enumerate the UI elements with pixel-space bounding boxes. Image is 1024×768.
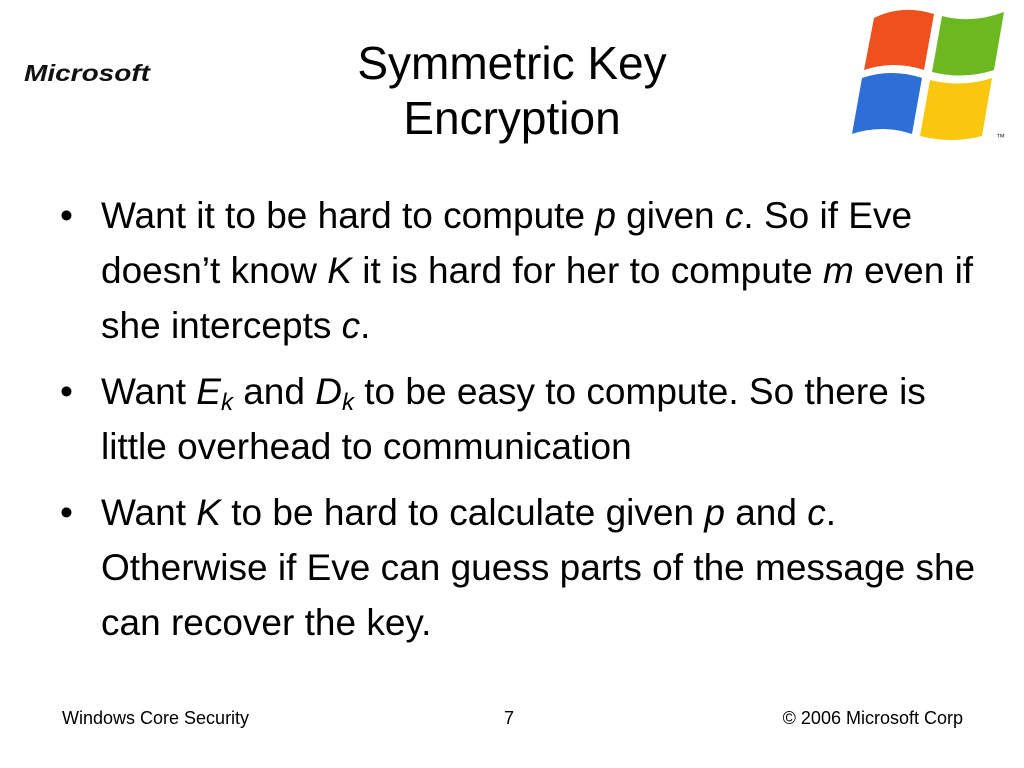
footer-page-number: 7 xyxy=(504,708,515,728)
bullet-text-1: Want it to be hard to compute p given c. So if Eve doesn’t know K it is hard for her to compute m even if she intercepts c. xyxy=(101,195,974,346)
footer-copyright: © 2006 Microsoft Corp xyxy=(782,708,963,728)
microsoft-logo xyxy=(22,58,158,88)
windows-logo-red-pane xyxy=(864,10,934,70)
windows-logo-blue-pane xyxy=(852,73,922,134)
footer-course-title: Windows Core Security xyxy=(62,708,250,728)
trademark-symbol: ™ xyxy=(996,132,1005,142)
slide-title xyxy=(262,36,762,146)
microsoft-logo-text: Microsoft xyxy=(24,60,152,86)
windows-logo-green-pane xyxy=(932,12,1004,76)
slide-title-line-2: Encryption xyxy=(403,92,621,144)
bullet-marker: • xyxy=(60,195,73,236)
bullet-item-1 xyxy=(56,188,976,353)
bullet-list xyxy=(56,188,976,661)
windows-logo-yellow-pane xyxy=(920,78,992,140)
bullet-item-2 xyxy=(56,364,976,474)
bullet-text-3: Want K to be hard to calculate given p and c. Otherwise if Eve can guess parts of the message she can recover the key. xyxy=(101,492,976,643)
bullet-item-3 xyxy=(56,485,976,650)
slide-title-line-1: Symmetric Key xyxy=(357,37,667,89)
bullet-text-2: Want $E_k$ and $D_k$ to be easy to compute. So there is little overhead to communication xyxy=(101,371,926,467)
windows-logo-icon xyxy=(846,2,1018,150)
bullet-marker: • xyxy=(60,371,73,412)
bullet-marker: • xyxy=(60,492,73,533)
